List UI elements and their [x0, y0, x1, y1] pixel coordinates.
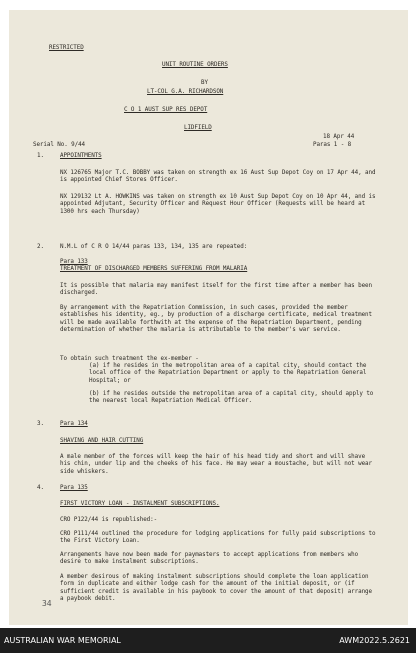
paragraph: NX 129132 Lt A. HOWKINS was taken on strength ex 10 Aust Sup Depot Coy on 10 Apr 44, and is appointed Adjutant, Security Officer and Request Hour Officer (Requests will be heard at 1300 hrs each Thursday) [60, 194, 376, 215]
serial-number: Serial No. 9/44 [33, 142, 85, 148]
section-number: 3. [37, 421, 44, 427]
list-item: (b) if he resides outside the metropolitan area of a capital city, should apply to the nearest local Repatriation Medical Officer. [89, 391, 374, 405]
paras-range: Paras 1 - 8 [313, 142, 352, 148]
paragraph: By arrangement with the Repatriation Commission, in such cases, provided the member establishes his identity, eg., by production of a discharge certificate, medical treatment will be made available forthwith at the expense of the Repatriation Department, pending determination of whether the malaria is attributable to the member's war service. [60, 305, 372, 333]
classification-stamp: RESTRICTED [49, 45, 84, 51]
by-label: BY [201, 80, 208, 86]
paragraph: NX 126765 Major T.C. BOBBY was taken on strength ex 16 Aust Sup Depot Coy on 17 Apr 44, and is appointed Chief Stores Officer. [60, 170, 376, 184]
footer-institution: AUSTRALIAN WAR MEMORIAL [4, 636, 121, 645]
footer-accession-number: AWM2022.5.2621 [339, 636, 410, 645]
paragraph: A member desirous of making instalment subscriptions should complete the loan application form in duplicate and either lodge cash for the amount of the initial deposit, or (if sufficient credit is available in his paybook to cover the amount of that deposit) arrange a paybook debit. [60, 574, 372, 602]
para-reference: Para 133 [60, 259, 88, 265]
paragraph: CRO P111/44 outlined the procedure for lodging applications for fully paid subscriptions to the First Victory Loan. [60, 531, 376, 545]
section-heading: FIRST VICTORY LOAN - INSTALMENT SUBSCRIPTIONS. [60, 501, 220, 507]
list-item: (a) if he resides in the metropolitan area of a capital city, should contact the local office of the Repatriation Department or apply to the Repatriation General Hospital; or [89, 363, 367, 384]
document-title: UNIT ROUTINE ORDERS [162, 62, 228, 68]
margin-handwritten-mark: 34 [42, 599, 52, 608]
order-date: 18 Apr 44 [323, 134, 355, 140]
section-heading: APPOINTMENTS [60, 153, 102, 159]
document-page [9, 10, 408, 625]
section-intro: N.M.L of C R O 14/44 paras 133, 134, 135 are repeated: [60, 244, 248, 250]
section-number: 1. [37, 153, 44, 159]
paragraph: It is possible that malaria may manifest itself for the first time after a member has been discharged. [60, 283, 372, 297]
section-number: 2. [37, 244, 44, 250]
para-reference: Para 135 [60, 485, 88, 491]
paragraph: To obtain such treatment the ex-member - [60, 356, 199, 362]
commander-name: LT-COL G.A. RICHARDSON [147, 89, 224, 95]
paragraph: CRO P122/44 is republished:- [60, 517, 158, 523]
footer-bar [0, 628, 416, 653]
section-number: 4. [37, 485, 44, 491]
unit-name: C O 1 AUST SUP RES DEPOT [124, 107, 208, 113]
section-heading: TREATMENT OF DISCHARGED MEMBERS SUFFERING FROM MALARIA [60, 266, 248, 272]
paragraph: Arrangements have now been made for paymasters to accept applications from members who desire to make instalment subscriptions. [60, 552, 359, 566]
paragraph: A male member of the forces will keep the hair of his head tidy and short and will shave his chin, under lip and the cheeks of his face. He may wear a moustache, but will not wear side whiskers. [60, 454, 372, 475]
location: LIDFIELD [184, 125, 212, 131]
section-heading: SHAVING AND HAIR CUTTING [60, 438, 144, 444]
para-reference: Para 134 [60, 421, 88, 427]
